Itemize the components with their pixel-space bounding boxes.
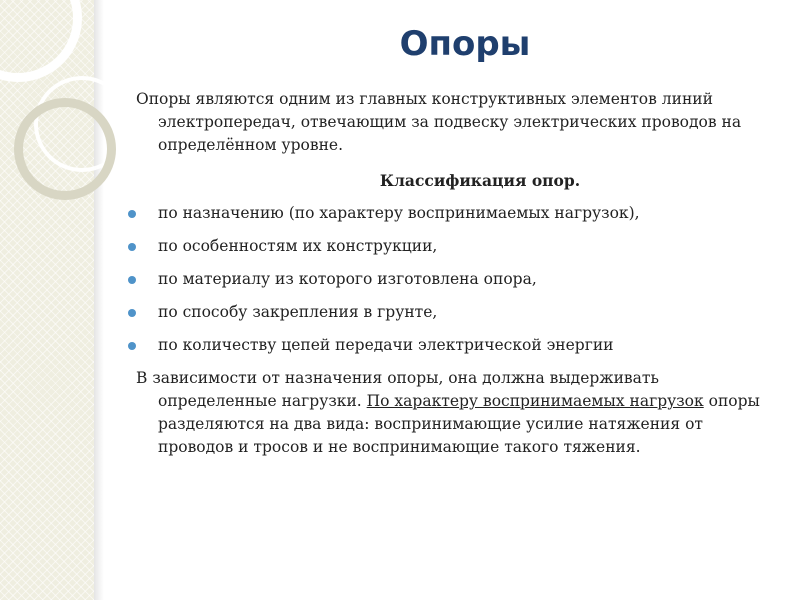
conclusion-text-end: опоры разделяются на два вида: воспринимающие усилие натяжения от проводов и тросов и не воспринимающие такого тяжения. xyxy=(158,392,760,456)
bullet-dot-icon xyxy=(128,309,136,317)
classification-list xyxy=(120,202,780,357)
list-item xyxy=(120,235,780,258)
list-item-text: по количеству цепей передачи электрической энергии xyxy=(158,336,614,354)
slide-title: Опоры xyxy=(399,24,531,64)
list-item-text: по особенностям их конструкции, xyxy=(158,237,438,255)
slide-body xyxy=(120,88,780,471)
list-item xyxy=(120,301,780,324)
bullet-dot-icon xyxy=(128,342,136,350)
decorative-ring-lower xyxy=(14,98,116,200)
list-item xyxy=(120,268,780,291)
bullet-dot-icon xyxy=(128,210,136,218)
list-item-text: по способу закрепления в грунте, xyxy=(158,303,438,321)
conclusion-paragraph xyxy=(120,367,780,459)
classification-heading: Классификация опор. xyxy=(379,171,581,190)
list-item-text: по назначению (по характеру воспринимаемых нагрузок), xyxy=(158,204,640,222)
conclusion-underlined-phrase: По характеру воспринимаемых нагрузок xyxy=(366,392,704,410)
bullet-dot-icon xyxy=(128,243,136,251)
list-item xyxy=(120,334,780,357)
list-item-text: по материалу из которого изготовлена опора, xyxy=(158,270,537,288)
list-item xyxy=(120,202,780,225)
conclusion-text-start: В зависимости от назначения опоры, она должна выдерживать определенные нагрузки. xyxy=(136,369,659,410)
intro-paragraph: Опоры являются одним из главных конструктивных элементов линий электропередач, отвечающим за подвеску электрических проводов на определённом уровне. xyxy=(136,90,742,154)
bullet-dot-icon xyxy=(128,276,136,284)
